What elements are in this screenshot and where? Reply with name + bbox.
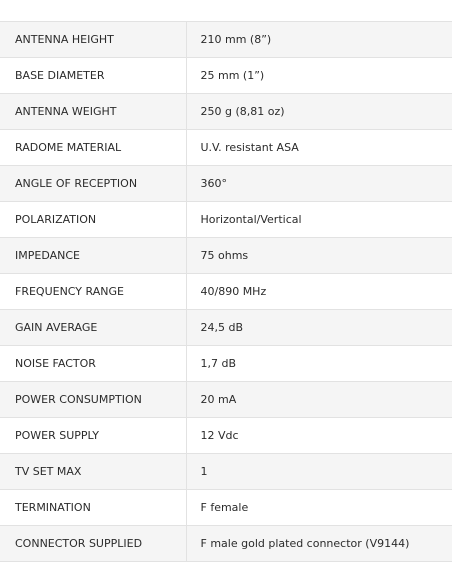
table-row — [0, 274, 452, 310]
spec-value: 360° — [186, 166, 452, 202]
table-row — [0, 418, 452, 454]
spec-value: Horizontal/Vertical — [186, 202, 452, 238]
spec-label: BASE DIAMETER — [0, 58, 186, 94]
spec-value: 12 Vdc — [186, 418, 452, 454]
table-row — [0, 166, 452, 202]
spec-label: ANGLE OF RECEPTION — [0, 166, 186, 202]
spec-value: F male gold plated connector (V9144) — [186, 526, 452, 562]
spec-label: ANTENNA WEIGHT — [0, 94, 186, 130]
spec-label: POLARIZATION — [0, 202, 186, 238]
table-row — [0, 346, 452, 382]
spec-label: ANTENNA HEIGHT — [0, 22, 186, 58]
table-row — [0, 22, 452, 58]
spec-value: 250 g (8,81 oz) — [186, 94, 452, 130]
spec-label: NOISE FACTOR — [0, 346, 186, 382]
table-row — [0, 58, 452, 94]
table-row — [0, 94, 452, 130]
spec-label: FREQUENCY RANGE — [0, 274, 186, 310]
spec-value: 1,7 dB — [186, 346, 452, 382]
spec-label: POWER SUPPLY — [0, 418, 186, 454]
table-row — [0, 130, 452, 166]
spec-value: 25 mm (1”) — [186, 58, 452, 94]
spec-value: 40/890 MHz — [186, 274, 452, 310]
spec-value: F female — [186, 490, 452, 526]
spec-label: TV SET MAX — [0, 454, 186, 490]
table-row — [0, 382, 452, 418]
spec-label: RADOME MATERIAL — [0, 130, 186, 166]
spec-label: IMPEDANCE — [0, 238, 186, 274]
spec-label: POWER CONSUMPTION — [0, 382, 186, 418]
table-row — [0, 238, 452, 274]
spec-value: U.V. resistant ASA — [186, 130, 452, 166]
table-row — [0, 202, 452, 238]
specifications-table — [0, 21, 452, 562]
table-row — [0, 310, 452, 346]
spec-value: 24,5 dB — [186, 310, 452, 346]
table-row — [0, 490, 452, 526]
spec-value: 75 ohms — [186, 238, 452, 274]
table-row — [0, 454, 452, 490]
spec-value: 1 — [186, 454, 452, 490]
spec-value: 20 mA — [186, 382, 452, 418]
spec-label: GAIN AVERAGE — [0, 310, 186, 346]
spec-label: CONNECTOR SUPPLIED — [0, 526, 186, 562]
spec-label: TERMINATION — [0, 490, 186, 526]
spec-value: 210 mm (8”) — [186, 22, 452, 58]
table-row — [0, 526, 452, 562]
